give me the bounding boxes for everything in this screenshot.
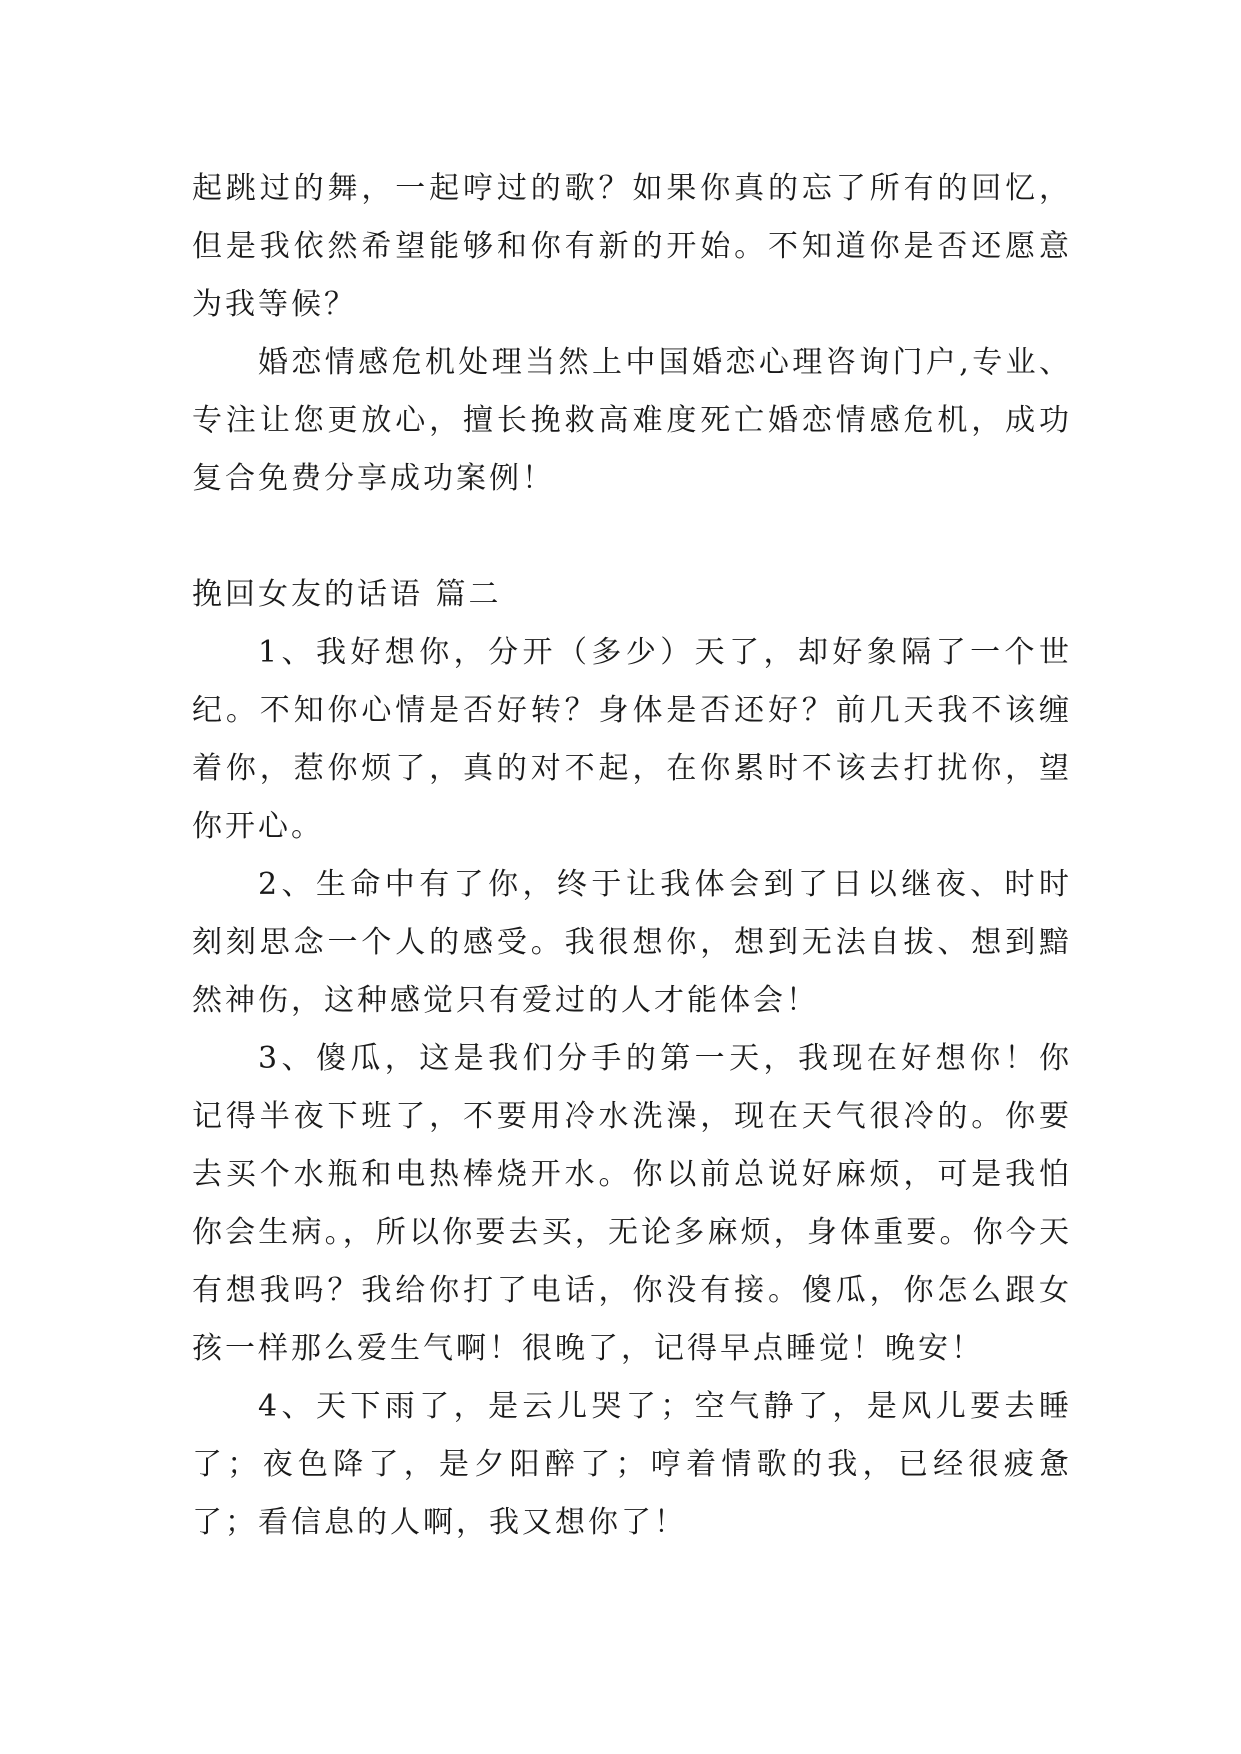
section-spacer: [192, 508, 1072, 566]
list-item: 3、傻瓜，这是我们分手的第一天，我现在好想你！你记得半夜下班了，不要用冷水洗澡，现在天气很冷的。你要去买个水瓶和电热棒烧开水。你以前总说好麻烦，可是我怕你会生病。，所以你要去买，无论多麻烦，身体重要。你今天有想我吗？我给你打了电话，你没有接。傻瓜，你怎么跟女孩一样那么爱生气啊！很晚了，记得早点睡觉！晚安！: [192, 1041, 1072, 1366]
promo-paragraph: 婚恋情感危机处理当然上中国婚恋心理咨询门户,专业、专注让您更放心，擅长挽救高难度死亡婚恋情感危机，成功复合免费分享成功案例！: [192, 345, 1072, 496]
continuation-paragraph: 起跳过的舞，一起哼过的歌？如果你真的忘了所有的回忆，但是我依然希望能够和你有新的开始。不知道你是否还愿意为我等候？: [192, 171, 1072, 322]
list-item: 1、我好想你，分开（多少）天了，却好象隔了一个世纪。不知你心情是否好转？身体是否还好？前几天我不该缠着你，惹你烦了，真的对不起，在你累时不该去打扰你，望你开心。: [192, 635, 1072, 844]
section-title: 挽回女友的话语 篇二: [192, 577, 502, 612]
list-item: 2、生命中有了你，终于让我体会到了日以继夜、时时刻刻思念一个人的感受。我很想你，想到无法自拔、想到黯然神伤，这种感觉只有爱过的人才能体会！: [192, 867, 1072, 1018]
list-item: 4、天下雨了，是云儿哭了；空气静了，是风儿要去睡了；夜色降了，是夕阳醉了；哼着情歌的我，已经很疲惫了；看信息的人啊，我又想你了！: [192, 1389, 1072, 1540]
document-body: [192, 160, 1072, 1552]
